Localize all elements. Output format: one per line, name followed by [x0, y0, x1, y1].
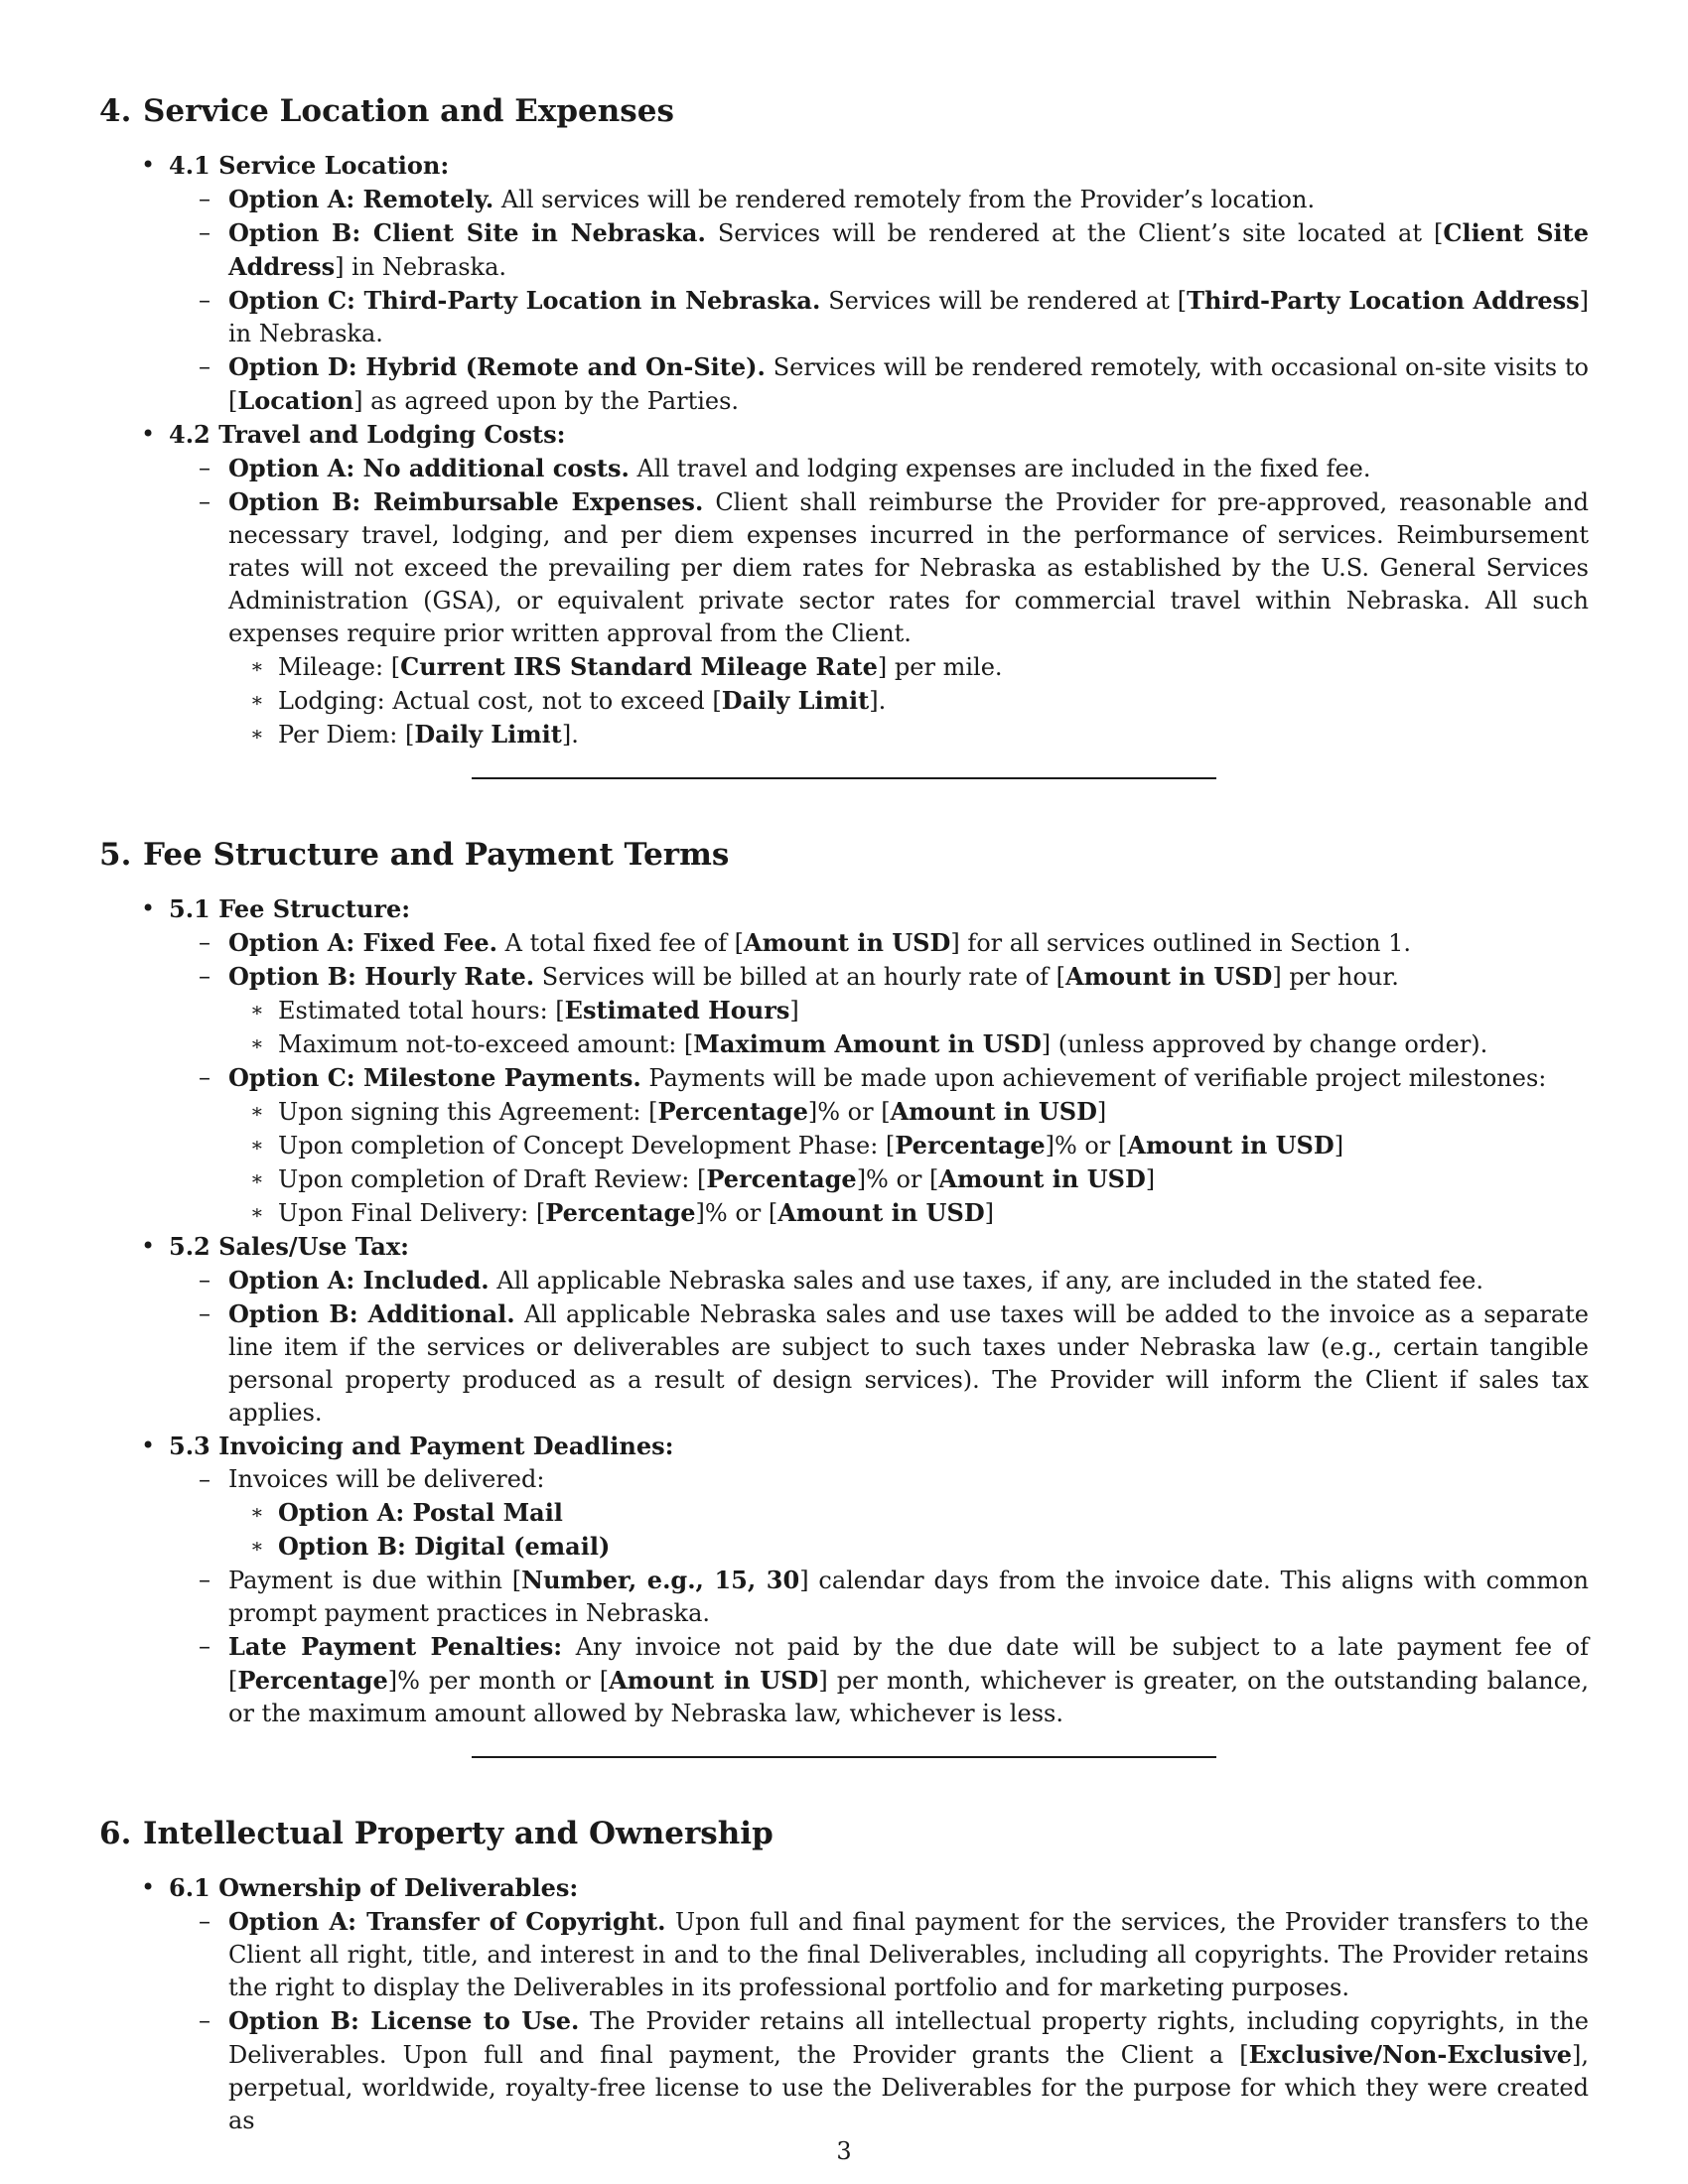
- subsection-label: 5.3 Invoicing and Payment Deadlines:: [169, 1432, 674, 1460]
- item-text: ]: [1145, 1165, 1156, 1193]
- item-text: Lodging: Actual cost, not to exceed [: [278, 687, 722, 715]
- dash-marker: –: [199, 1907, 211, 1935]
- placeholder-field: Amount in USD: [938, 1164, 1146, 1193]
- sub-item: [99, 718, 1589, 751]
- placeholder-field: Amount in USD: [1127, 1131, 1335, 1160]
- sub-item: [99, 684, 1589, 718]
- option-text: ] per month, whichever is greater, on the outstanding balance, or the maximum amount allowed by Nebraska law, whichever is less.: [228, 1667, 1589, 1727]
- placeholder-field: Current IRS Standard Mileage Rate: [400, 652, 878, 681]
- star-marker: ∗: [250, 1031, 264, 1055]
- option-text: All applicable Nebraska sales and use taxes will be added to the invoice as a separate line item if the services or deliverables are subject to such taxes under Nebraska law (e.g., certain tangible personal property produced as a result of design services). The Provider will inform the Client if sales tax applies.: [228, 1300, 1590, 1427]
- dash-marker: –: [199, 1266, 211, 1294]
- option-text: Payment is due within [: [228, 1567, 522, 1594]
- option-item: [99, 350, 1589, 418]
- star-marker: ∗: [250, 998, 264, 1022]
- placeholder-field: Amount in USD: [609, 1666, 819, 1695]
- item-text: ] per mile.: [877, 653, 1003, 681]
- section-6-heading: [99, 1814, 1589, 1853]
- item-text: Upon completion of Draft Review: [: [278, 1165, 707, 1193]
- list-item-6-1: [99, 1871, 1589, 1905]
- item-text: Estimated total hours: [: [278, 997, 565, 1024]
- option-text: ] in Nebraska.: [228, 287, 1590, 347]
- option-text: ]% per month or [: [387, 1667, 610, 1695]
- item-text: ]: [1096, 1098, 1107, 1126]
- bullet-marker: •: [141, 151, 156, 179]
- placeholder-field: Amount in USD: [890, 1097, 1097, 1126]
- item-text: ]% or [: [807, 1098, 891, 1126]
- page-number: 3: [836, 2137, 852, 2165]
- option-text: ] for all services outlined in Section 1.: [950, 929, 1412, 957]
- list-item-5-3: [99, 1430, 1589, 1463]
- item-text: Mileage: [: [278, 653, 401, 681]
- option-item: [99, 485, 1589, 650]
- option-item: [99, 1905, 1589, 2004]
- placeholder-field: Daily Limit: [414, 720, 562, 749]
- placeholder-field: Percentage: [545, 1198, 696, 1227]
- option-item: [99, 452, 1589, 485]
- option-text: ] per hour.: [1272, 963, 1399, 991]
- option-label: Option B: Digital (email): [278, 1532, 611, 1561]
- option-text: Upon full and final payment for the services, the Provider transfers to the Client all right, title, and interest in and to the final Deliverables, including all copyrights. The Provider retains the right to display the Deliverables in its professional portfolio and for marketing purposes.: [228, 1908, 1589, 2001]
- list-item-4-2: [99, 418, 1589, 452]
- dash-marker: –: [199, 1566, 211, 1593]
- item-text: ].: [869, 687, 887, 715]
- option-label: Option A: Transfer of Copyright.: [228, 1907, 666, 1936]
- option-label: Option A: Postal Mail: [278, 1498, 563, 1527]
- sub-item: [99, 1530, 1589, 1564]
- item-text: ] (unless approved by change order).: [1041, 1030, 1488, 1058]
- option-item: [99, 1564, 1589, 1630]
- placeholder-field: Percentage: [706, 1164, 857, 1193]
- option-item: [99, 1297, 1589, 1430]
- list-item-5-1: [99, 892, 1589, 926]
- star-marker: ∗: [250, 1099, 264, 1123]
- option-label: Option C: Milestone Payments.: [228, 1063, 641, 1092]
- option-text: Services will be rendered remotely, with occasional on-site visits to [: [228, 353, 1590, 415]
- placeholder-field: Third-Party Location Address: [1187, 286, 1580, 315]
- option-text: Services will be rendered at [: [828, 287, 1188, 315]
- placeholder-field: Number, e.g., 15, 30: [521, 1566, 800, 1594]
- option-text: Client shall reimburse the Provider for pre-approved, reasonable and necessary travel, lodging, and per diem expenses incurred in the performance of services. Reimbursement rates will not exceed the prevailing per diem rates for Nebraska as established by the U.S. General Services Administration (GSA), or equivalent private sector rates for commercial travel within Nebraska. All such expenses require prior written approval from the Client.: [228, 488, 1589, 647]
- option-item: [99, 926, 1589, 960]
- option-text: The Provider retains all intellectual property rights, including copyrights, in the Deliverables. Upon full and final payment, the Provider grants the Client a [: [228, 2007, 1589, 2069]
- option-item: [99, 1264, 1589, 1297]
- option-label: Option B: Additional.: [228, 1299, 515, 1328]
- star-marker: ∗: [250, 1500, 264, 1524]
- item-text: Maximum not-to-exceed amount: [: [278, 1030, 694, 1058]
- option-text: Invoices will be delivered:: [228, 1465, 545, 1493]
- placeholder-field: Exclusive/Non-Exclusive: [1248, 2040, 1572, 2069]
- option-text: ] calendar days from the invoice date. This aligns with common prompt payment practices in Nebraska.: [228, 1567, 1589, 1627]
- sub-item: [99, 1027, 1589, 1061]
- bullet-marker: •: [141, 420, 156, 448]
- option-item: [99, 216, 1589, 284]
- dash-marker: –: [199, 454, 211, 481]
- milestone-item: [99, 1162, 1589, 1196]
- option-label: Option B: Reimbursable Expenses.: [228, 487, 704, 516]
- bullet-marker: •: [141, 1432, 156, 1459]
- dash-marker: –: [199, 487, 211, 515]
- option-item: [99, 1630, 1589, 1730]
- star-marker: ∗: [250, 1534, 264, 1558]
- option-text: ] as agreed upon by the Parties.: [353, 387, 740, 415]
- option-text: All travel and lodging expenses are included in the fixed fee.: [636, 455, 1371, 482]
- star-marker: ∗: [250, 1133, 264, 1157]
- list-item-4-1: [99, 149, 1589, 183]
- item-text: ]% or [: [856, 1165, 939, 1193]
- subsection-label: 4.2 Travel and Lodging Costs:: [169, 420, 566, 449]
- option-text: A total fixed fee of [: [504, 929, 744, 957]
- option-text: Services will be rendered at the Client’s site located at [: [717, 219, 1444, 247]
- option-label: Option D: Hybrid (Remote and On-Site).: [228, 352, 766, 381]
- option-item: [99, 960, 1589, 994]
- option-text: Payments will be made upon achievement of verifiable project milestones:: [648, 1064, 1547, 1092]
- dash-marker: –: [199, 1632, 211, 1660]
- placeholder-field: Location: [237, 386, 354, 415]
- dash-marker: –: [199, 1299, 211, 1327]
- placeholder-field: Percentage: [895, 1131, 1046, 1160]
- subsection-label: 6.1 Ownership of Deliverables:: [169, 1873, 579, 1902]
- section-number: 6.: [99, 1816, 132, 1851]
- item-text: Upon signing this Agreement: [: [278, 1098, 658, 1126]
- item-text: Upon completion of Concept Development Phase: [: [278, 1132, 896, 1160]
- dash-marker: –: [199, 1063, 211, 1091]
- option-item: [99, 183, 1589, 216]
- star-marker: ∗: [250, 1166, 264, 1190]
- item-text: ]: [1334, 1132, 1344, 1160]
- option-label: Option A: Remotely.: [228, 185, 494, 213]
- dash-marker: –: [199, 352, 211, 380]
- placeholder-field: Percentage: [657, 1097, 808, 1126]
- option-label: Option A: No additional costs.: [228, 454, 630, 482]
- section-5-heading: [99, 835, 1589, 875]
- milestone-item: [99, 1129, 1589, 1162]
- placeholder-field: Amount in USD: [777, 1198, 985, 1227]
- star-marker: ∗: [250, 722, 264, 746]
- star-marker: ∗: [250, 654, 264, 678]
- bullet-marker: •: [141, 894, 156, 922]
- placeholder-field: Client Site Address: [228, 218, 1590, 281]
- placeholder-field: Estimated Hours: [564, 996, 790, 1024]
- placeholder-field: Percentage: [237, 1666, 388, 1695]
- option-label: Option A: Fixed Fee.: [228, 928, 498, 957]
- item-text: ]: [789, 997, 799, 1024]
- section-number: 4.: [99, 93, 132, 129]
- sub-item: [99, 1496, 1589, 1530]
- dash-marker: –: [199, 928, 211, 956]
- sub-item: [99, 994, 1589, 1027]
- item-text: Per Diem: [: [278, 721, 415, 749]
- bullet-marker: •: [141, 1232, 156, 1260]
- option-text: All applicable Nebraska sales and use taxes, if any, are included in the stated fee.: [496, 1267, 1483, 1295]
- placeholder-field: Daily Limit: [721, 686, 870, 715]
- star-marker: ∗: [250, 688, 264, 712]
- section-title: Intellectual Property and Ownership: [143, 1816, 774, 1851]
- milestone-item: [99, 1095, 1589, 1129]
- list-item-5-2: [99, 1230, 1589, 1264]
- section-title: Fee Structure and Payment Terms: [143, 837, 730, 873]
- option-item: [99, 1061, 1589, 1095]
- star-marker: ∗: [250, 1200, 264, 1224]
- bullet-marker: •: [141, 1873, 156, 1901]
- milestone-item: [99, 1196, 1589, 1230]
- option-label: Late Payment Penalties:: [228, 1632, 563, 1661]
- option-text: All services will be rendered remotely from the Provider’s location.: [500, 186, 1316, 213]
- section-number: 5.: [99, 837, 132, 873]
- page-content: [99, 91, 1589, 2137]
- placeholder-field: Amount in USD: [743, 928, 951, 957]
- option-item: [99, 284, 1589, 350]
- option-text: Any invoice not paid by the due date will be subject to a late payment fee of [: [228, 1633, 1589, 1695]
- option-label: Option C: Third-Party Location in Nebraska.: [228, 286, 821, 315]
- option-label: Option B: Hourly Rate.: [228, 962, 535, 991]
- subsection-label: 5.2 Sales/Use Tax:: [169, 1232, 410, 1261]
- option-label: Option B: License to Use.: [228, 2006, 580, 2035]
- option-item: [99, 1463, 1589, 1496]
- option-label: Option B: Client Site in Nebraska.: [228, 218, 706, 247]
- option-text: ] in Nebraska.: [335, 253, 507, 281]
- option-label: Option A: Included.: [228, 1266, 490, 1295]
- section-4-heading: [99, 91, 1589, 131]
- item-text: ]% or [: [1045, 1132, 1128, 1160]
- section-title: Service Location and Expenses: [143, 93, 674, 129]
- item-text: ]% or [: [695, 1199, 778, 1227]
- subsection-label: 4.1 Service Location:: [169, 151, 450, 180]
- dash-marker: –: [199, 962, 211, 990]
- item-text: ].: [561, 721, 579, 749]
- item-text: Upon Final Delivery: [: [278, 1199, 546, 1227]
- subsection-label: 5.1 Fee Structure:: [169, 894, 411, 923]
- option-text: ], perpetual, worldwide, royalty-free license to use the Deliverables for the purpose for which they were created as: [228, 2041, 1589, 2134]
- item-text: ]: [984, 1199, 994, 1227]
- placeholder-field: Amount in USD: [1064, 962, 1273, 991]
- dash-marker: –: [199, 185, 211, 212]
- dash-marker: –: [199, 2006, 211, 2034]
- sub-item: [99, 650, 1589, 684]
- dash-marker: –: [199, 286, 211, 314]
- option-text: Services will be billed at an hourly rate of [: [541, 963, 1065, 991]
- dash-marker: –: [199, 1465, 211, 1493]
- placeholder-field: Maximum Amount in USD: [693, 1029, 1042, 1058]
- dash-marker: –: [199, 218, 211, 246]
- option-item: [99, 2004, 1589, 2137]
